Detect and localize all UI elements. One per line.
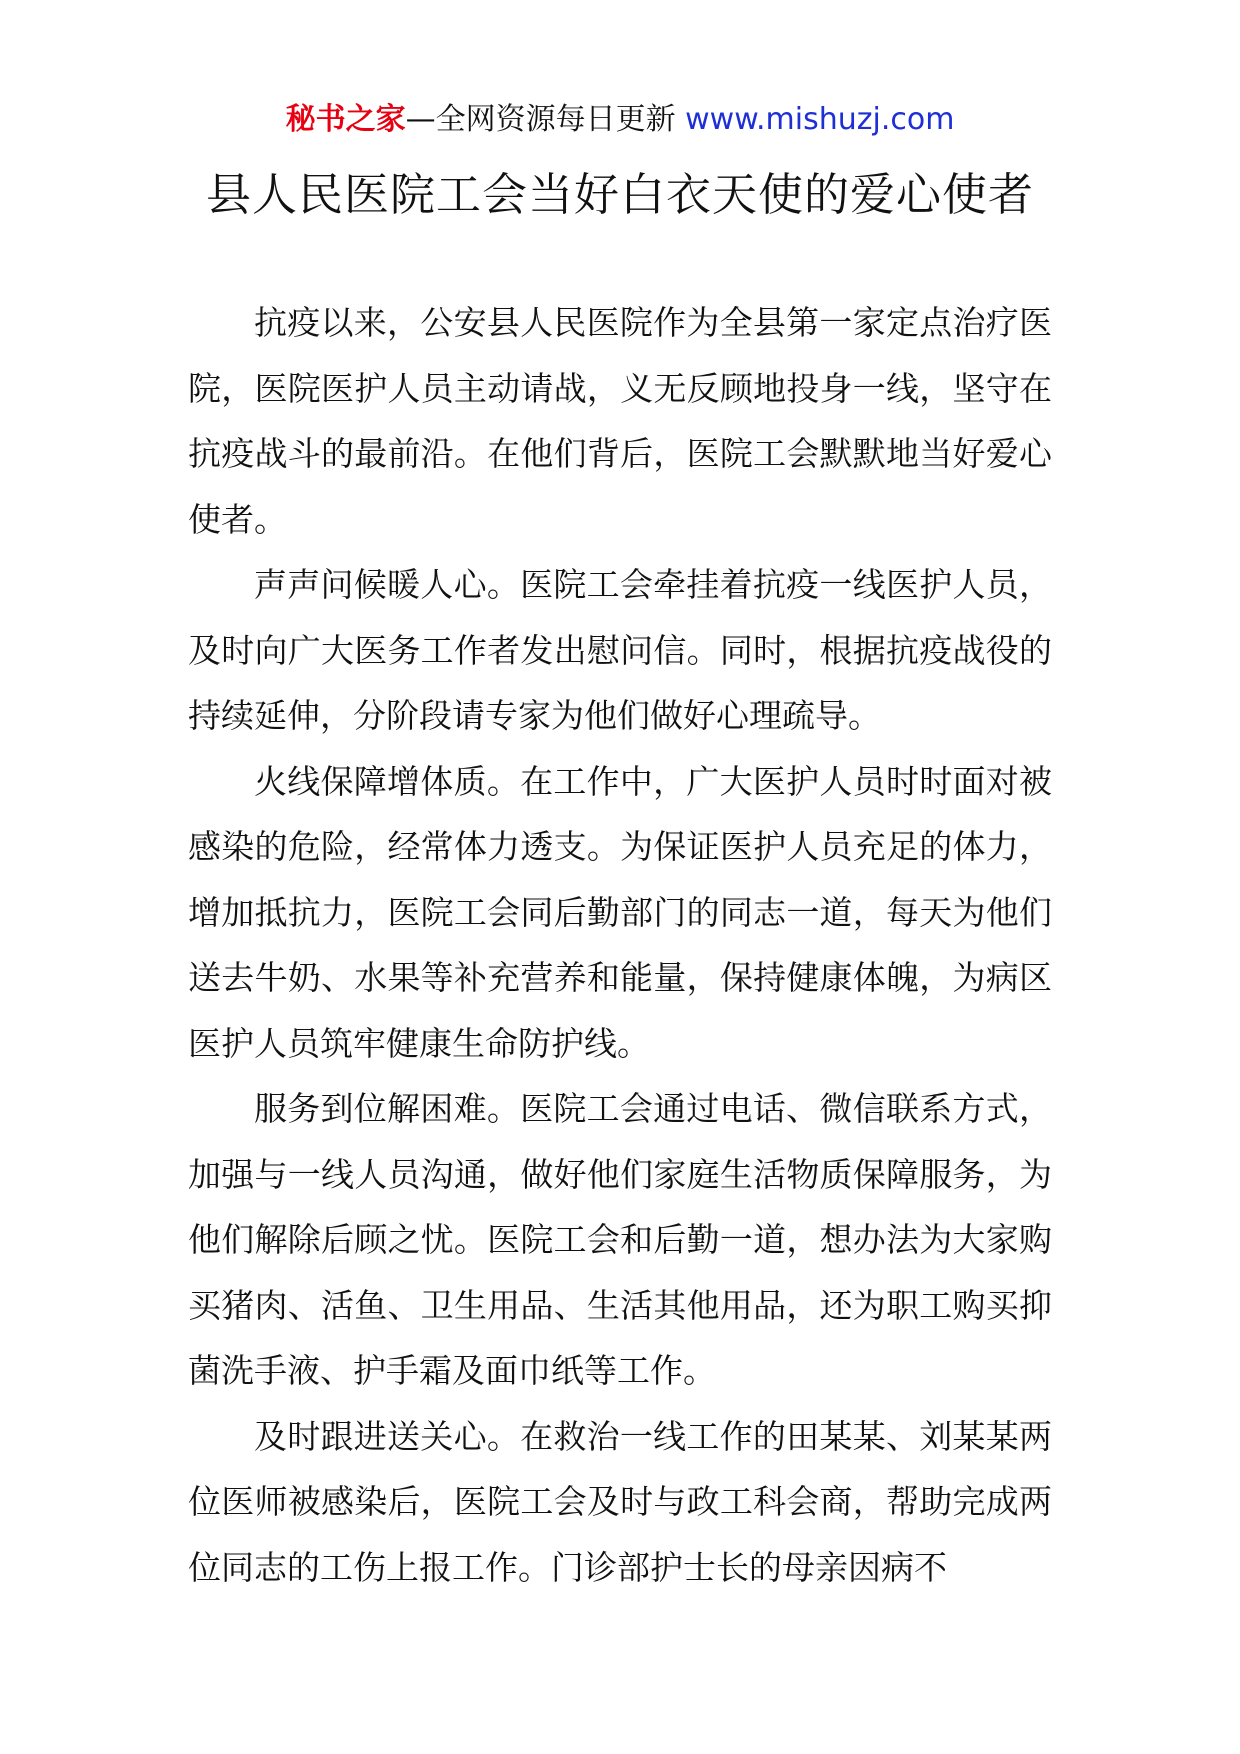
paragraph: 及时跟进送关心。在救治一线工作的田某某、刘某某两位医师被感染后，医院工会及时与政工科会商，帮助完成两位同志的工伤上报工作。门诊部护士长的母亲因病不: [188, 1416, 1052, 1587]
paragraph: 声声问候暖人心。医院工会牵挂着抗疫一线医护人员，及时向广大医务工作者发出慰问信。同时，根据抗疫战役的持续延伸，分阶段请专家为他们做好心理疏导。: [188, 565, 1052, 735]
paragraph: 抗疫以来，公安县人民医院作为全县第一家定点治疗医院，医院医护人员主动请战，义无反顾地投身一线，坚守在抗疫战斗的最前沿。在他们背后，医院工会默默地当好爱心使者。: [188, 303, 1052, 539]
document-title: 县人民医院工会当好白衣天使的爱心使者: [205, 168, 1034, 221]
document-body: [188, 290, 1052, 1600]
brand-name: 秘书之家: [285, 102, 406, 137]
paragraph: 服务到位解困难。医院工会通过电话、微信联系方式，加强与一线人员沟通，做好他们家庭生活物质保障服务，为他们解除后顾之忧。医院工会和后勤一道，想办法为大家购买猪肉、活鱼、卫生用品、生活其他用品，还为职工购买抑菌洗手液、护手霜及面巾纸等工作。: [188, 1089, 1052, 1390]
paragraph: 火线保障增体质。在工作中，广大医护人员时时面对被感染的危险，经常体力透支。为保证医护人员充足的体力，增加抵抗力，医院工会同后勤部门的同志一道，每天为他们送去牛奶、水果等补充营养和能量，保持健康体魄，为病区医护人员筑牢健康生命防护线。: [188, 761, 1052, 1063]
site-header: [0, 98, 1240, 142]
site-url-link[interactable]: www.mishuzj.com: [685, 102, 955, 137]
header-tagline: —全网资源每日更新: [405, 102, 686, 137]
